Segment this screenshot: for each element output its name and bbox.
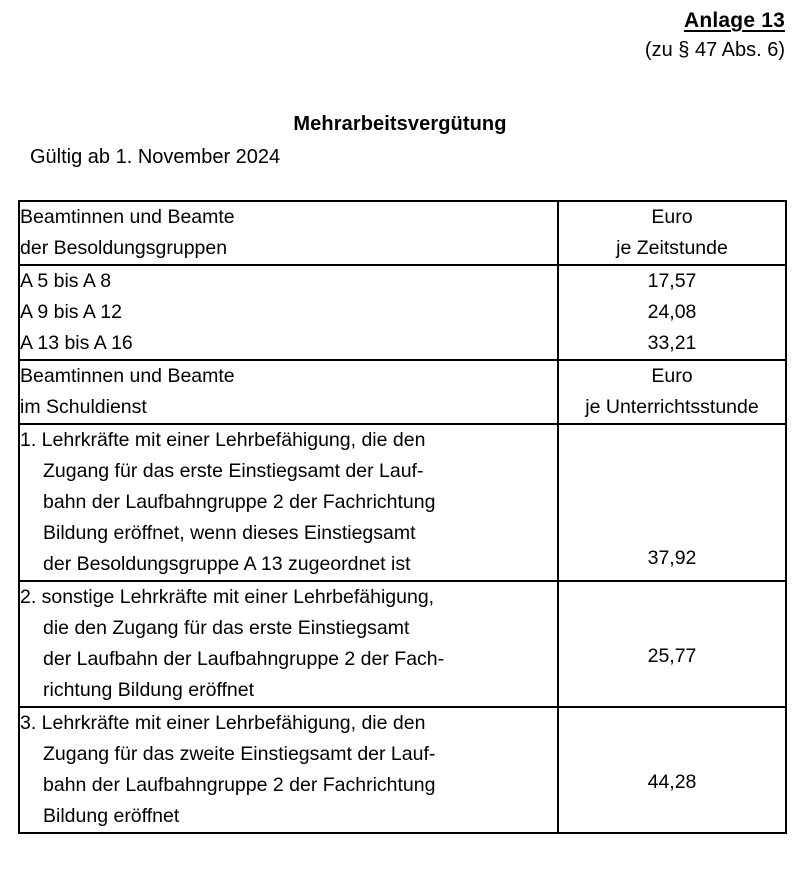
page-title: Mehrarbeitsvergütung bbox=[293, 113, 507, 135]
header-desc-line-1: Beamtinnen und Beamte bbox=[20, 206, 235, 228]
item-2-line-2: die den Zugang für das erste Einstiegsamt bbox=[43, 617, 410, 639]
rate-values-cell bbox=[558, 265, 786, 360]
item-3-line-3: bahn der Laufbahngruppe 2 der Fachrichtung bbox=[43, 774, 436, 796]
table-row-lehrkraft-item-3 bbox=[19, 707, 786, 833]
item-3-line-1: 3. Lehrkräfte mit einer Lehrbefähigung, die den bbox=[20, 712, 426, 734]
schuldienst-unit-line-1: Euro bbox=[651, 365, 693, 387]
item-1-line-3: bahn der Laufbahngruppe 2 der Fachrichtung bbox=[43, 491, 436, 513]
table-row-lehrkraft-item-2 bbox=[19, 581, 786, 707]
item-1-description bbox=[19, 424, 558, 581]
schuldienst-unit-line-2: je Unterrichtsstunde bbox=[585, 396, 759, 418]
schuldienst-desc-line-2: im Schuldienst bbox=[20, 396, 147, 418]
item-3-line-2: Zugang für das zweite Einstiegsamt der Lauf- bbox=[43, 743, 436, 765]
table-row-besoldungsgruppen-rates bbox=[19, 265, 786, 360]
item-3-description bbox=[19, 707, 558, 833]
rate-value-a9-a12: 24,08 bbox=[647, 301, 697, 323]
header-cell-unit bbox=[558, 201, 786, 265]
item-1-line-1: 1. Lehrkräfte mit einer Lehrbefähigung, die den bbox=[20, 429, 426, 451]
rate-label-a5-a8: A 5 bis A 8 bbox=[20, 270, 112, 292]
rate-labels-cell bbox=[19, 265, 558, 360]
header-unit-line-1: Euro bbox=[651, 206, 693, 228]
item-3-value: 44,28 bbox=[558, 707, 786, 833]
anlage-title: Anlage 13 bbox=[683, 9, 785, 32]
rate-label-a13-a16: A 13 bis A 16 bbox=[20, 332, 133, 354]
item-3-line-4: Bildung eröffnet bbox=[43, 805, 180, 827]
item-2-value: 25,77 bbox=[558, 581, 786, 707]
schuldienst-header-description bbox=[19, 360, 558, 424]
anlage-reference: (zu § 47 Abs. 6) bbox=[644, 39, 785, 61]
schuldienst-header-unit bbox=[558, 360, 786, 424]
item-1-line-4: Bildung eröffnet, wenn dieses Einstiegsamt bbox=[43, 522, 416, 544]
document-header bbox=[645, 10, 785, 60]
header-unit-line-2: je Zeitstunde bbox=[616, 237, 728, 259]
item-1-line-5: der Besoldungsgruppe A 13 zugeordnet ist bbox=[43, 553, 411, 575]
mehrarbeitsverguetung-table bbox=[18, 200, 787, 834]
rate-label-a9-a12: A 9 bis A 12 bbox=[20, 301, 122, 323]
header-cell-description bbox=[19, 201, 558, 265]
table-header-row-besoldungsgruppen bbox=[19, 201, 786, 265]
header-desc-line-2: der Besoldungsgruppen bbox=[20, 237, 228, 259]
item-2-line-4: richtung Bildung eröffnet bbox=[43, 679, 255, 701]
item-2-line-1: 2. sonstige Lehrkräfte mit einer Lehrbefähigung, bbox=[20, 586, 435, 608]
validity-date: Gültig ab 1. November 2024 bbox=[30, 146, 281, 168]
item-1-value: 37,92 bbox=[558, 424, 786, 581]
rate-value-a13-a16: 33,21 bbox=[647, 332, 697, 354]
schuldienst-desc-line-1: Beamtinnen und Beamte bbox=[20, 365, 235, 387]
item-2-line-3: der Laufbahn der Laufbahngruppe 2 der Fach- bbox=[43, 648, 445, 670]
item-1-line-2: Zugang für das erste Einstiegsamt der Lauf- bbox=[43, 460, 424, 482]
item-2-description bbox=[19, 581, 558, 707]
table-header-row-schuldienst bbox=[19, 360, 786, 424]
rate-value-a5-a8: 17,57 bbox=[647, 270, 697, 292]
table-row-lehrkraft-item-1 bbox=[19, 424, 786, 581]
